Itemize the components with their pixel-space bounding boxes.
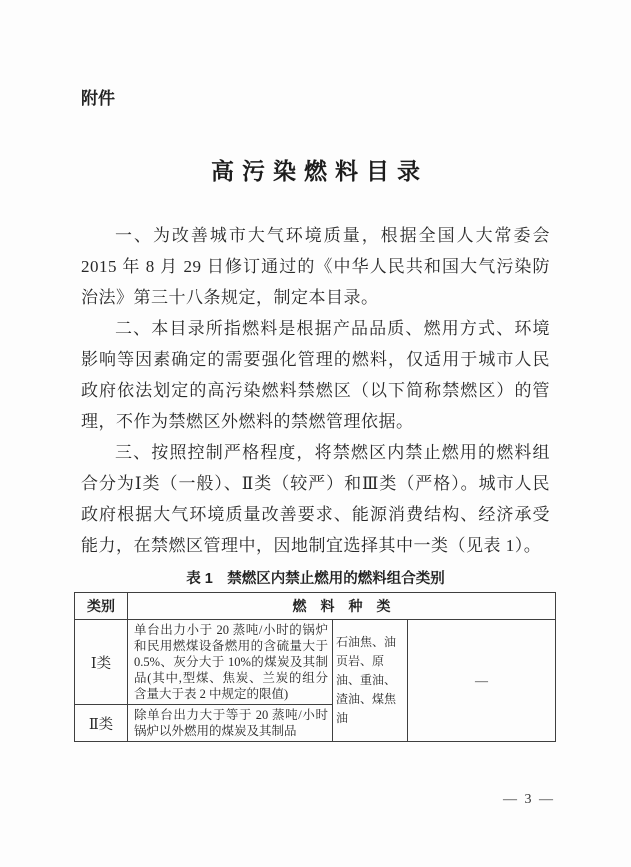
paragraph-3: 三、按照控制严格程度，将禁燃区内禁止燃用的燃料组合分为Ⅰ类（一般）、Ⅱ类（较严）和Ⅲ类（严格）。城市人民政府根据大气环境质量改善要求、能源消费结构、经济承受能力，在禁燃区管理中，因地制宜选择其中一类（见表 1）。 — [81, 443, 550, 555]
table-row-class1 — [75, 620, 556, 705]
category-cell-class2: Ⅱ类 — [75, 705, 128, 742]
paragraph-2: 二、本目录所指燃料是根据产品品质、燃用方式、环境影响等因素确定的需要强化管理的燃料，仅适用于城市人民政府依法划定的高污染燃料禁燃区（以下简称禁燃区）的管理，不作为禁燃区外燃料的禁燃管理依据。 — [81, 319, 550, 431]
shared-fuels-cell: 石油焦、油页岩、原油、重油、渣油、煤焦油 — [333, 620, 408, 742]
fuel-categories-table — [74, 592, 556, 742]
description-cell-class1: 单台出力小于 20 蒸吨/小时的锅炉和民用燃煤设备燃用的含硫量大于 0.5%、灰分大于 10%的煤炭及其制品(其中,型煤、焦炭、兰炭的组分含量大于表 2 中规定的限值) — [128, 620, 333, 705]
header-cell-fuel-types: 燃 料 种 类 — [128, 593, 556, 620]
page-number: — 3 — — [503, 792, 555, 807]
table-caption: 表 1 禁燃区内禁止燃用的燃料组合类别 — [186, 571, 445, 587]
attachment-label: 附件 — [81, 89, 115, 108]
header-cell-category: 类别 — [75, 593, 128, 620]
document-body — [81, 220, 550, 561]
description-cell-class2: 除单台出力大于等于 20 蒸吨/小时锅炉以外燃用的煤炭及其制品 — [128, 705, 333, 742]
shared-other-cell: — — [408, 620, 556, 742]
category-cell-class1: Ⅰ类 — [75, 620, 128, 705]
document-title: 高污染燃料目录 — [211, 158, 428, 184]
table-header-row — [75, 593, 556, 620]
paragraph-1: 一、为改善城市大气环境质量，根据全国人大常委会 2015 年 8 月 29 日修订通过的《中华人民共和国大气污染防治法》第三十八条规定，制定本目录。 — [81, 226, 550, 307]
